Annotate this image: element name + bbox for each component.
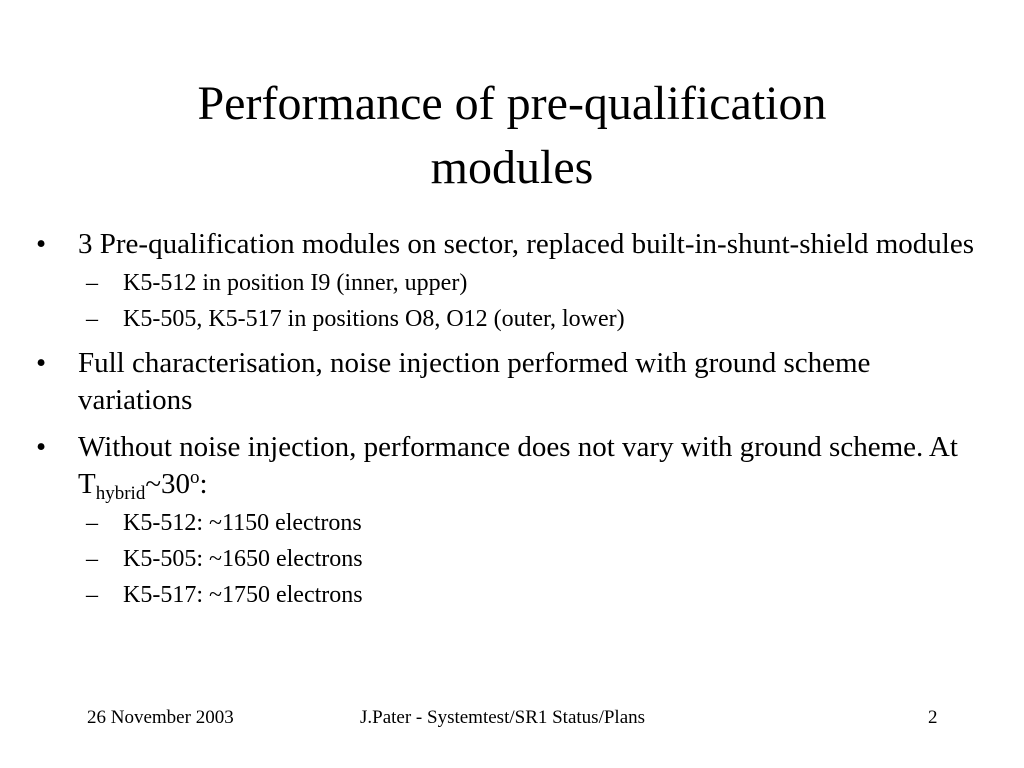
- bullet-text-part: Without noise injection, performance does not vary with ground scheme. At T: [78, 431, 958, 500]
- sub-bullet-item: [78, 303, 990, 335]
- footer-title: J.Pater - Systemtest/SR1 Status/Plans: [360, 707, 646, 728]
- sub-bullet-list: [78, 507, 990, 611]
- title-line-2: modules: [430, 141, 594, 194]
- sub-bullet-item: [78, 543, 990, 575]
- footer-date: 26 November 2003: [87, 707, 234, 728]
- bullet-item: [30, 429, 990, 611]
- sub-bullet-marker: –: [86, 546, 98, 572]
- sub-bullet-text: K5-505: ~1650 electrons: [123, 546, 363, 572]
- bullet-text: Full characterisation, noise injection performed with ground scheme variations: [78, 347, 871, 416]
- subscript-hybrid: hybrid: [95, 483, 146, 504]
- bullet-text: 3 Pre-qualification modules on sector, replaced built-in-shunt-shield modules: [78, 228, 975, 260]
- bullet-marker: •: [36, 347, 47, 379]
- bullet-item: [30, 226, 990, 335]
- sub-bullet-text: K5-505, K5-517 in positions O8, O12 (outer, lower): [123, 306, 625, 332]
- bullet-item: [30, 345, 990, 419]
- sub-bullet-marker: –: [86, 270, 98, 296]
- sub-bullet-text: K5-512: ~1150 electrons: [123, 510, 362, 536]
- sub-bullet-marker: –: [86, 510, 98, 536]
- sub-bullet-item: [78, 507, 990, 539]
- title-line-1: Performance of pre-qualification: [197, 77, 827, 130]
- page-number: 2: [928, 707, 938, 728]
- bullet-text-part: ~30: [145, 468, 191, 500]
- sub-bullet-marker: –: [86, 306, 98, 332]
- sub-bullet-item: [78, 579, 990, 611]
- superscript-degree: o: [190, 467, 200, 488]
- sub-bullet-item: [78, 267, 990, 299]
- sub-bullet-marker: –: [86, 582, 98, 608]
- sub-bullet-text: K5-512 in position I9 (inner, upper): [123, 270, 468, 296]
- sub-bullet-list: [78, 267, 990, 335]
- bullet-list: [30, 226, 990, 611]
- bullet-marker: •: [36, 431, 47, 463]
- bullet-marker: •: [36, 228, 47, 260]
- bullet-text-part: :: [199, 468, 208, 500]
- slide-title: [0, 72, 1024, 200]
- sub-bullet-text: K5-517: ~1750 electrons: [123, 582, 363, 608]
- bullet-text: [78, 431, 958, 504]
